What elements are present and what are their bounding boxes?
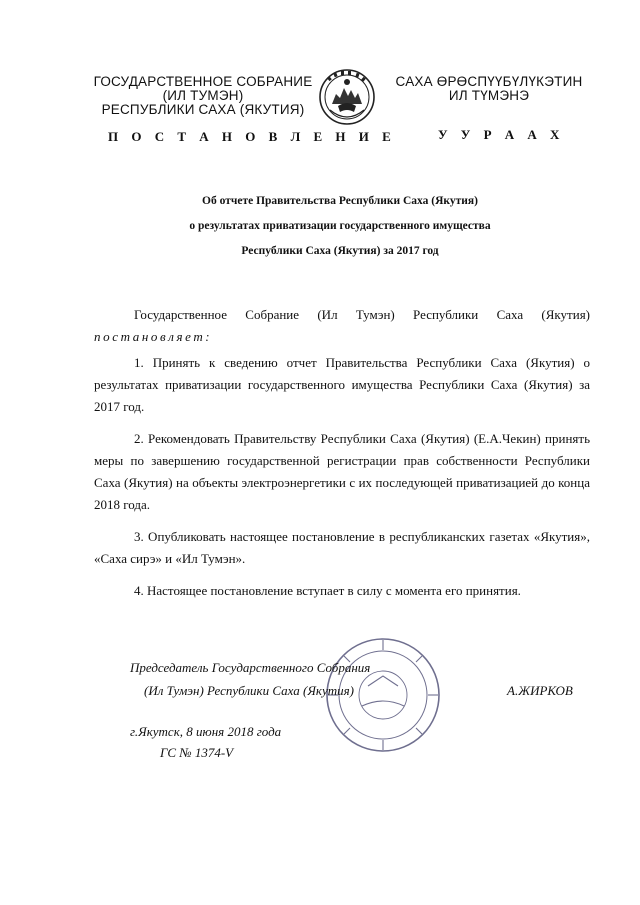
doc-type-left: П О С Т А Н О В Л Е Н И Е	[108, 129, 396, 144]
item-4: 4. Настоящее постановление вступает в силу с момента его принятия.	[134, 583, 521, 598]
resolution-number: ГС № 1374-V	[160, 745, 234, 760]
signatory-position-line-1: Председатель Государственного Собрания	[130, 660, 371, 675]
intro-line: Государственное Собрание (Ил Тумэн) Республики Саха (Якутия)	[134, 307, 590, 322]
header-left-line-3: РЕСПУБЛИКИ САХА (ЯКУТИЯ)	[101, 102, 305, 117]
resolves-word: постановляет:	[94, 329, 213, 344]
header-right-line-2: ИЛ ТҮМЭНЭ	[448, 88, 530, 103]
header-left-line-2: (ИЛ ТУМЭН)	[162, 88, 244, 103]
resolution-body	[94, 304, 590, 602]
signatory-name: А.ЖИРКОВ	[507, 683, 573, 698]
title-line-3: Республики Саха (Якутия) за 2017 год	[241, 245, 439, 257]
title-line-1: Об отчете Правительства Республики Саха (Якутия)	[202, 195, 478, 207]
item-1: 1. Принять к сведению отчет Правительства Республики Саха (Якутия) о результатах приватизации государственного имущества Республики Саха (Якутия) за 2017 год.	[94, 355, 590, 414]
header-right-block	[384, 75, 594, 103]
item-3: 3. Опубликовать настоящее постановление в республиканских газетах «Якутия», «Саха сирэ» и «Ил Тумэн».	[94, 529, 590, 566]
doc-type-right: У У Р А А Х	[438, 127, 565, 142]
signatory-position-line-2: (Ил Тумэн) Республики Саха (Якутия)	[144, 683, 354, 698]
header-left-line-1: ГОСУДАРСТВЕННОЕ СОБРАНИЕ	[93, 74, 313, 89]
header-right-line-1: САХА ӨРӨСПҮҮБҮЛҮКЭТИН	[395, 74, 583, 89]
coat-of-arms-emblem	[318, 68, 376, 126]
item-2: 2. Рекомендовать Правительству Республики Саха (Якутия) (Е.А.Чекин) принять меры по завершению государственной регистрации прав собственности Республики Саха (Якутия) на объекты электроэнергетики с их последующей приватизацией до конца 2018 года.	[94, 431, 590, 512]
title-line-2: о результатах приватизации государственного имущества	[189, 220, 491, 232]
header-left-block	[90, 75, 316, 117]
place-and-date: г.Якутск, 8 июня 2018 года	[130, 724, 282, 739]
